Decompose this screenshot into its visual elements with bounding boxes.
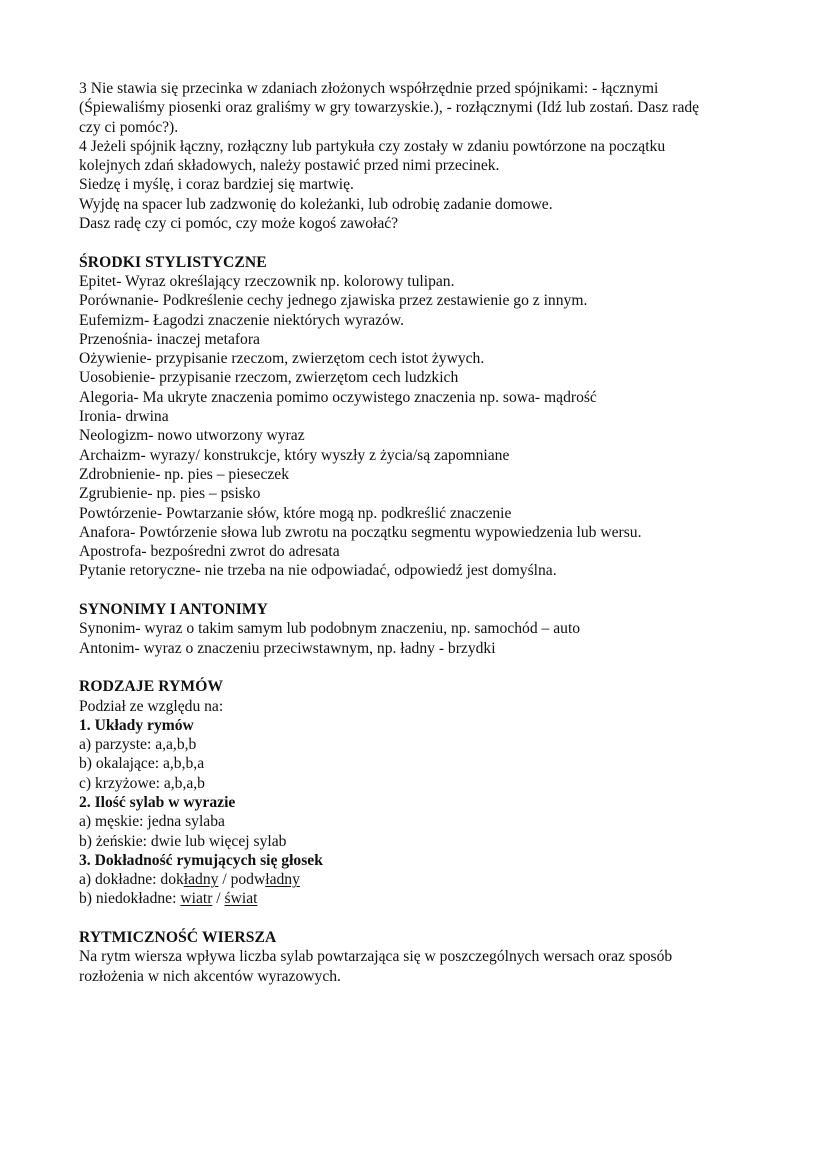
definition-line: Uosobienie- przypisanie rzeczom, zwierzętom cech ludzkich: [79, 369, 459, 387]
example-line: Wyjdę na spacer lub zadzwonię do koleżanki, lub odrobię zadanie domowe.: [79, 195, 553, 213]
example-line: Siedzę i myślę, i coraz bardziej się martwię.: [79, 176, 354, 194]
list-item-text: /: [212, 890, 225, 908]
spacer: [79, 658, 759, 677]
definition-line: Zgrubienie- np. pies – psisko: [79, 485, 261, 503]
underlined-rhyme: świat: [224, 890, 258, 908]
text-line: kolejnych zdań składowych, należy postawić przed nimi przecinek.: [79, 157, 500, 175]
definition-line: Apostrofa- bezpośredni zwrot do adresata: [79, 543, 340, 561]
definition-line: Pytanie retoryczne- nie trzeba na nie odpowiadać, odpowiedź jest domyślna.: [79, 562, 557, 580]
definition-line: Ironia- drwina: [79, 408, 169, 426]
definition-line: Ożywienie- przypisanie rzeczom, zwierzętom cech istot żywych.: [79, 350, 485, 368]
subheading: 3. Dokładność rymujących się głosek: [79, 851, 323, 869]
definition-line: Neologizm- nowo utworzony wyraz: [79, 427, 305, 445]
spacer: [79, 909, 759, 928]
definition-line: Powtórzenie- Powtarzanie słów, które mogą np. podkreślić znaczenie: [79, 504, 512, 522]
synonyms-section: [79, 600, 759, 658]
list-item-text: b) niedokładne:: [79, 890, 181, 908]
text-line: czy ci pomóc?).: [79, 118, 179, 136]
list-item: c) krzyżowe: a,b,a,b: [79, 774, 205, 792]
list-item: b) okalające: a,b,b,a: [79, 755, 205, 773]
list-item: a) męskie: jedna sylaba: [79, 813, 225, 831]
spacer: [79, 581, 759, 600]
text-line: 4 Jeżeli spójnik łączny, rozłączny lub partykuła czy zostały w zdaniu powtórzone na początku: [79, 137, 666, 155]
text-line: Na rytm wiersza wpływa liczba sylab powtarzająca się w poszczególnych wersach oraz sposób: [79, 948, 673, 966]
underlined-rhyme: wiatr: [180, 890, 213, 908]
subheading: 1. Układy rymów: [79, 716, 194, 734]
definition-line: Alegoria- Ma ukryte znaczenia pomimo oczywistego znaczenia np. sowa- mądrość: [79, 388, 597, 406]
list-item-text: a) dokładne: dok: [79, 871, 184, 889]
section-heading: RYTMICZNOŚĆ WIERSZA: [79, 929, 277, 947]
subheading: 2. Ilość sylab w wyrazie: [79, 793, 236, 811]
section-heading: RODZAJE RYMÓW: [79, 678, 224, 696]
section-heading: SYNONIMY I ANTONIMY: [79, 601, 269, 619]
definition-line: Przenośnia- inaczej metafora: [79, 330, 260, 348]
definition-line: Eufemizm- Łagodzi znaczenie niektórych wyrazów.: [79, 311, 405, 329]
stylistics-section: [79, 253, 759, 581]
definition-line: Archaizm- wyrazy/ konstrukcje, który wyszły z życia/są zapomniane: [79, 446, 510, 464]
list-item-text: / podw: [218, 871, 266, 889]
list-item: b) żeńskie: dwie lub więcej sylab: [79, 832, 287, 850]
intro-line: Podział ze względu na:: [79, 697, 224, 715]
definition-line: Porównanie- Podkreślenie cechy jednego zjawiska przez zestawienie go z innym.: [79, 292, 588, 310]
rhythm-section: [79, 928, 759, 986]
definition-line: Zdrobnienie- np. pies – pieseczek: [79, 465, 290, 483]
text-line: 3 Nie stawia się przecinka w zdaniach złożonych współrzędnie przed spójnikami: - łącznymi: [79, 80, 659, 97]
underlined-rhyme: ładny: [265, 871, 300, 889]
definition-line: Antonim- wyraz o znaczeniu przeciwstawnym, np. ładny - brzydki: [79, 639, 496, 657]
spacer: [79, 233, 759, 252]
punctuation-rule-4: [79, 137, 759, 233]
example-line: Dasz radę czy ci pomóc, czy może kogoś zawołać?: [79, 215, 399, 233]
underlined-rhyme: ładny: [183, 871, 219, 889]
list-item: [79, 870, 759, 889]
section-heading: ŚRODKI STYLISTYCZNE: [79, 253, 267, 271]
list-item: [79, 889, 759, 908]
rhymes-section: [79, 677, 759, 909]
list-item: a) parzyste: a,a,b,b: [79, 736, 197, 754]
text-line: rozłożenia w nich akcentów wyrazowych.: [79, 967, 341, 985]
document-page: [79, 79, 759, 986]
definition-line: Epitet- Wyraz określający rzeczownik np. kolorowy tulipan.: [79, 272, 455, 290]
punctuation-rule-3: [79, 79, 759, 137]
text-line: (Śpiewaliśmy piosenki oraz graliśmy w gry towarzyskie.), - rozłącznymi (Idź lub zostań. Dasz radę: [79, 99, 700, 117]
definition-line: Synonim- wyraz o takim samym lub podobnym znaczeniu, np. samochód – auto: [79, 620, 581, 638]
definition-line: Anafora- Powtórzenie słowa lub zwrotu na początku segmentu wypowiedzenia lub wersu.: [79, 523, 642, 541]
